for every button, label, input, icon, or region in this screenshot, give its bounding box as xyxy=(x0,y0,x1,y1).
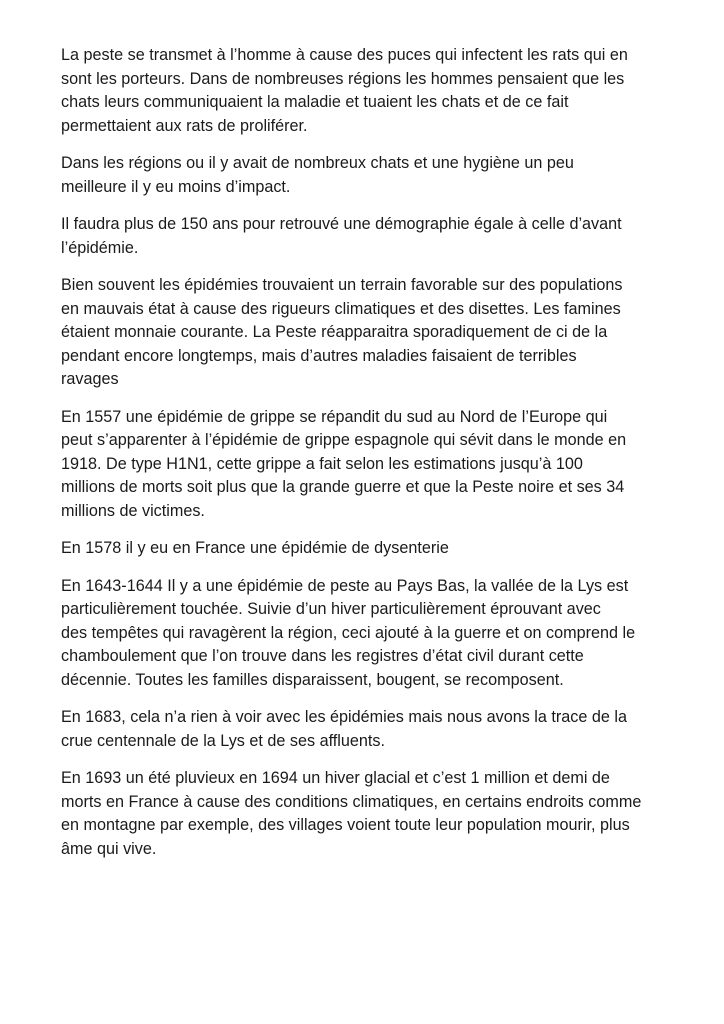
text-line: chats leurs communiquaient la maladie et tuaient les chats et de ce fait xyxy=(61,93,569,111)
paragraph-cats-hygiene xyxy=(61,152,671,199)
text-line: ravages xyxy=(61,370,119,388)
text-line: En 1693 un été pluvieux en 1694 un hiver glacial et c’est 1 million et demi de xyxy=(61,769,610,787)
text-line: millions de morts soit plus que la grande guerre et que la Peste noire et ses 34 xyxy=(61,478,625,496)
text-line: permettaient aux rats de proliférer. xyxy=(61,116,308,135)
paragraph-1643-plague xyxy=(61,575,671,693)
paragraph-plague-transmission xyxy=(61,44,671,138)
text-line: crue centennale de la Lys et de ses affluents. xyxy=(61,731,385,750)
text-line: Il faudra plus de 150 ans pour retrouvé une démographie égale à celle d’avant xyxy=(61,215,622,233)
text-line: en montagne par exemple, des villages voient toute leur population mourir, plus xyxy=(61,816,630,834)
text-line: en mauvais état à cause des rigueurs climatiques et des disettes. Les famines xyxy=(61,299,621,318)
text-line: 1918. De type H1N1, cette grippe a fait selon les estimations jusqu’à 100 xyxy=(61,454,583,473)
text-line: meilleure il y eu moins d’impact. xyxy=(61,177,291,196)
text-line: chamboulement que l’on trouve dans les registres d’état civil durant cette xyxy=(61,647,584,665)
text-line: Dans les régions ou il y avait de nombreux chats et une hygiène un peu xyxy=(61,154,574,172)
text-line: millions de victimes. xyxy=(61,501,205,520)
text-line: En 1557 une épidémie de grippe se répandit du sud au Nord de l’Europe qui xyxy=(61,407,608,426)
text-line: sont les porteurs. Dans de nombreuses régions les hommes pensaient que les xyxy=(61,69,625,88)
paragraph-1683-flood xyxy=(61,706,671,753)
text-line: décennie. Toutes les familles disparaissent, bougent, se recomposent. xyxy=(61,670,564,689)
paragraph-1693-climate xyxy=(61,767,671,861)
text-line: étaient monnaie courante. La Peste réapparaitra sporadiquement de ci de la xyxy=(61,323,608,341)
document-body xyxy=(61,44,671,875)
text-line: l’épidémie. xyxy=(61,238,139,257)
text-line: pendant encore longtemps, mais d’autres maladies faisaient de terribles xyxy=(61,346,577,365)
paragraph-1578-dysentery xyxy=(61,537,671,561)
paragraph-demography xyxy=(61,213,671,260)
text-line: peut s’apparenter à l’épidémie de grippe espagnole qui sévit dans le monde en xyxy=(61,431,627,449)
text-line: âme qui vive. xyxy=(61,839,157,858)
text-line: En 1578 il y eu en France une épidémie de dysenterie xyxy=(61,539,449,557)
text-line: En 1683, cela n’a rien à voir avec les épidémies mais nous avons la trace de la xyxy=(61,708,627,726)
text-line: En 1643-1644 Il y a une épidémie de peste au Pays Bas, la vallée de la Lys est xyxy=(61,576,629,595)
text-line: particulièrement touchée. Suivie d’un hiver particulièrement éprouvant avec xyxy=(61,600,601,618)
text-line: Bien souvent les épidémies trouvaient un terrain favorable sur des populations xyxy=(61,276,623,294)
paragraph-1557-flu xyxy=(61,406,671,524)
text-line: La peste se transmet à l’homme à cause des puces qui infectent les rats qui en xyxy=(61,46,628,64)
paragraph-famines xyxy=(61,274,671,392)
text-line: morts en France à cause des conditions climatiques, en certains endroits comme xyxy=(61,792,642,811)
text-line: des tempêtes qui ravagèrent la région, ceci ajouté à la guerre et on comprend le xyxy=(61,623,636,642)
